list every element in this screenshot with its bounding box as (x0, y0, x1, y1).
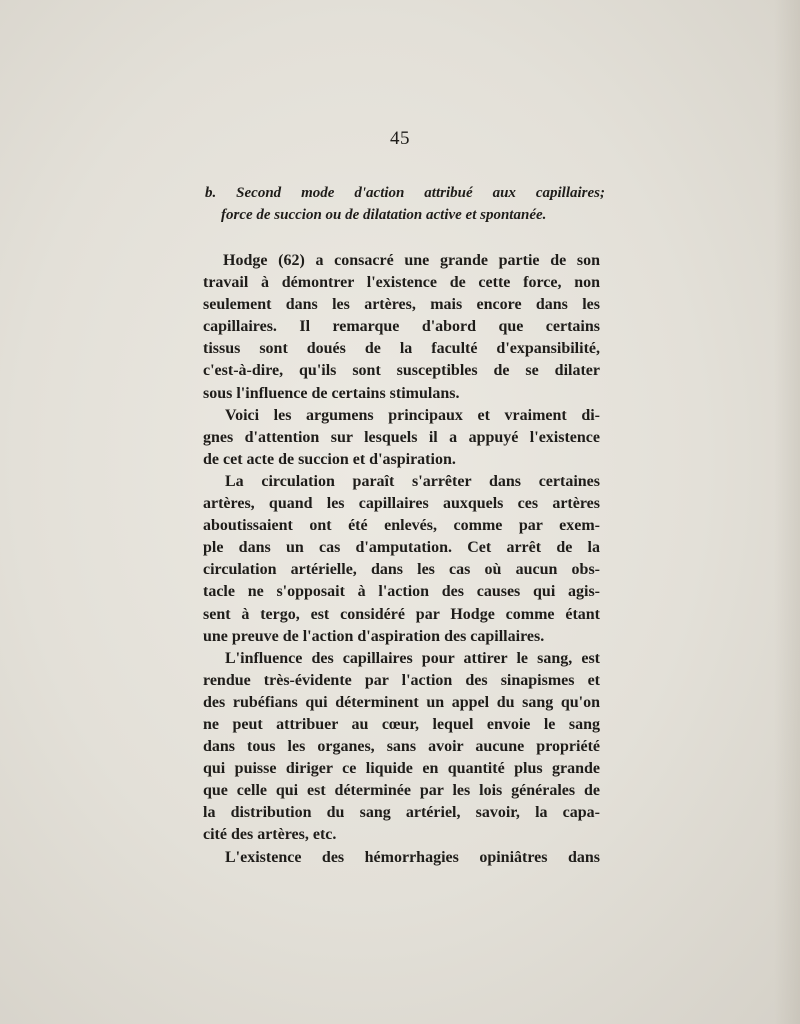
text-line: Hodge (62) a consacré une grande partie de son (223, 252, 600, 269)
text-line: L'existence des hémorrhagies opiniâtres dans (225, 848, 600, 866)
text-line: qui puisse diriger ce liquide en quantité plus grande (203, 760, 600, 778)
text-line: capillaires. Il remarque d'abord que certains (203, 318, 600, 336)
text-line: ne peut attribuer au cœur, lequel envoie le sang (203, 715, 600, 733)
text-line: gnes d'attention sur lesquels il a appuyé l'existence (203, 428, 600, 446)
section-heading-line-1: b. Second mode d'action attribué aux capillaires; (205, 185, 605, 201)
text-line: circulation artérielle, dans les cas où aucun obs- (203, 561, 600, 579)
text-line: L'influence des capillaires pour attirer le sang, est (225, 649, 600, 667)
page-edge-shadow (774, 0, 800, 1024)
text-line: seulement dans les artères, mais encore dans les (203, 296, 600, 314)
section-heading-line-2: force de succion ou de dilatation active et spontanée. (221, 207, 547, 223)
text-line: cité des artères, etc. (203, 826, 337, 844)
section-heading (205, 182, 605, 226)
text-line: dans tous les organes, sans avoir aucune propriété (203, 738, 600, 756)
text-line: c'est-à-dire, qu'ils sont susceptibles de se dilater (203, 362, 600, 380)
text-line: la distribution du sang artériel, savoir, la capa- (203, 804, 600, 822)
text-line: sous l'influence de certains stimulans. (203, 384, 460, 402)
text-line: des rubéfians qui déterminent un appel du sang qu'on (203, 693, 600, 711)
text-line: tissus sont doués de la faculté d'expansibilité, (203, 340, 600, 358)
text-line: Voici les argumens principaux et vraiment di- (225, 406, 600, 424)
text-line: aboutissaient ont été enlevés, comme par exem- (203, 517, 600, 535)
text-line: ple dans un cas d'amputation. Cet arrêt de la (203, 539, 600, 557)
text-line: La circulation paraît s'arrêter dans certaines (225, 472, 600, 490)
text-line: artères, quand les capillaires auxquels ces artères (203, 495, 600, 513)
text-line: une preuve de l'action d'aspiration des capillaires. (203, 627, 545, 645)
text-line: que celle qui est déterminée par les lois générales de (203, 782, 600, 800)
text-line: sent à tergo, est considéré par Hodge comme étant (203, 605, 600, 623)
text-line: travail à démontrer l'existence de cette force, non (203, 274, 600, 292)
text-line: de cet acte de succion et d'aspiration. (203, 450, 456, 468)
text-line: rendue très-évidente par l'action des sinapismes et (203, 671, 600, 689)
body-text (203, 250, 600, 869)
page-number: 45 (390, 128, 410, 149)
text-line: tacle ne s'opposait à l'action des causes qui agis- (203, 583, 600, 601)
